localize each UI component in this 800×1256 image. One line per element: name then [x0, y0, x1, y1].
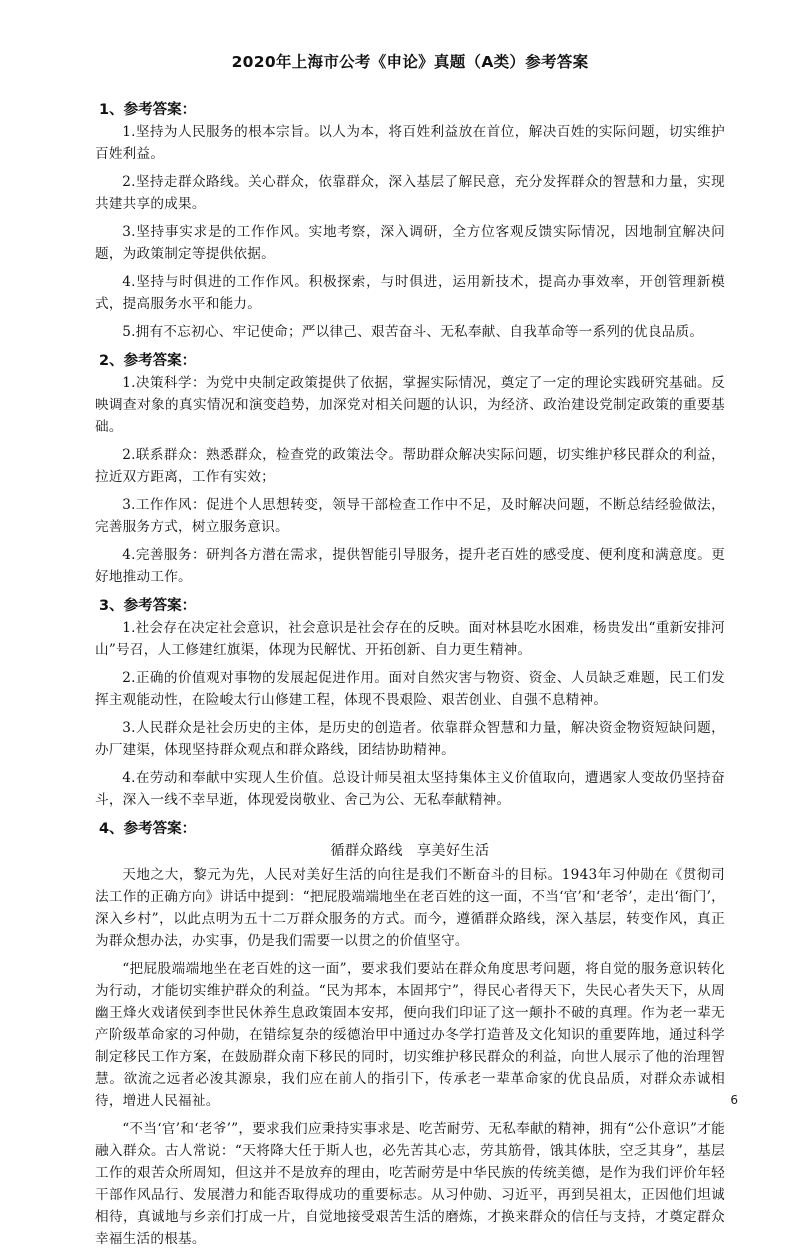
essay-title-part: 享美好生活: [417, 843, 490, 859]
answer-paragraph: 4.完善服务：研判各方潜在需求，提供智能引导服务，提升老百姓的感受度、便利度和满意度。更好地推动工作。: [95, 547, 725, 585]
essay-paragraph: 天地之大，黎元为先，人民对美好生活的向往是我们不断奋斗的目标。1943年习仲勋在《贯彻司法工作的正确方向》讲话中提到：“把屁股端端地坐在老百姓的这一面，不当‘官’和‘老爷’，走出‘衙门’，深入乡村”，以此点明为五十二万群众服务的方式。而今，遵循群众路线，深入基层，转变作风，真正为群众想办法，办实事，仍是我们需要一以贯之的价值坚守。: [95, 867, 725, 949]
answer-paragraph: 3.工作作风：促进个人思想转变，领导干部检查工作中不足，及时解决问题，不断总结经验做法，完善服务方式，树立服务意识。: [95, 497, 725, 535]
answer-paragraph: 1.坚持为人民服务的根本宗旨。以人为本，将百姓利益放在首位，解决百姓的实际问题，切实维护百姓利益。: [95, 124, 725, 162]
answer-paragraph: 4.在劳动和奉献中实现人生价值。总设计师吴祖太坚持集体主义价值取向，遭遇家人变故仍坚持奋斗，深入一线不幸早逝，体现爱岗敬业、舍己为公、无私奉献精神。: [95, 770, 725, 808]
answer-section-4: [95, 817, 725, 1250]
document-page: [95, 38, 725, 1256]
essay-paragraph: “把屁股端端地坐在老百姓的这一面”，要求我们要站在群众角度思考问题，将自觉的服务意识转化为行动，才能切实维护群众的利益。“民为邦本，本固邦宁”，得民心者得天下，失民心者失天下，从周幽王烽火戏诸侯到李世民休养生息政策固本安邦，便向我们印证了这一颠扑不破的真理。作为老一辈无产阶级革命家的习仲勋，在错综复杂的绥德治甲中通过办冬学打造普及文化知识的重要阵地，通过科学制定移民工作方案，在鼓励群众南下移民的同时，切实维护移民群众的利益，向世人展示了他的治理智慧。欲流之远者必浚其源泉，我们应在前人的指引下，传承老一辈革命家的优良品质，对群众赤诚相待，增进人民福祉。: [95, 961, 725, 1109]
document-title: 2020年上海市公考《申论》真题（A类）参考答案: [231, 53, 589, 71]
answer-paragraph: 3.坚持事实求是的工作作风。实地考察，深入调研，全方位客观反馈实际情况，因地制宜解决问题，为政策制定等提供依据。: [95, 224, 725, 262]
essay-paragraph: “不当‘官’和‘老爷’”，要求我们应秉持实事求是、吃苦耐劳、无私奉献的精神，拥有“公仆意识”才能融入群众。古人常说：“天将降大任于斯人也，必先苦其心志，劳其筋骨，饿其体肤，空乏其身”，基层工作的艰苦众所周知，但这并不是放弃的理由，吃苦耐劳是中华民族的传统美德，是作为我们评价年轻干部作风品行、发展潜力和能否取得成功的重要标志。从习仲勋、习近平，再到吴祖太，正因他们坦诚相待，真诚地与乡亲们打成一片，自觉地接受艰苦生活的磨炼，才换来群众的信任与支持，才奠定群众幸福生活的根基。: [95, 1121, 725, 1247]
answer-paragraph: 1.社会存在决定社会意识，社会意识是社会存在的反映。面对林县吃水困难，杨贵发出“重新安排河山”号召，人工修建红旗渠，体现为民解忧、开拓创新、自力更生精神。: [95, 620, 725, 658]
section-heading: 4、参考答案：: [99, 821, 197, 837]
essay-title: [95, 840, 725, 860]
section-heading: 3、参考答案：: [99, 598, 197, 614]
section-heading: 1、参考答案：: [99, 102, 197, 118]
answer-paragraph: 2.联系群众：熟悉群众，检查党的政策法令。帮助群众解决实际问题，切实维护移民群众的利益，拉近双方距离，工作有实效；: [95, 447, 725, 485]
answer-section-1: [95, 98, 725, 343]
answer-paragraph: 3.人民群众是社会历史的主体，是历史的创造者。依靠群众智慧和力量，解决资金物资短缺问题，办厂建渠，体现坚持群众观点和群众路线，团结协助精神。: [95, 720, 725, 758]
answer-section-2: [95, 349, 725, 588]
section-heading: 2、参考答案：: [99, 353, 197, 369]
answer-paragraph: 2.坚持走群众路线。关心群众，依靠群众，深入基层了解民意，充分发挥群众的智慧和力量，实现共建共享的成果。: [95, 174, 725, 212]
page-number: 6: [730, 1093, 738, 1107]
essay-title-part: 循群众路线: [330, 843, 403, 859]
answer-paragraph: 2.正确的价值观对事物的发展起促进作用。面对自然灾害与物资、资金、人员缺乏难题，民工们发挥主观能动性，在险峻太行山修建工程，体现不畏艰险、艰苦创业、自强不息精神。: [95, 670, 725, 708]
answer-paragraph: 5.拥有不忘初心、牢记使命；严以律己、艰苦奋斗、无私奉献、自我革命等一系列的优良品质。: [122, 324, 704, 340]
answer-paragraph: 4.坚持与时俱进的工作作风。积极探索，与时俱进，运用新技术，提高办事效率，开创管理新模式，提高服务水平和能力。: [95, 274, 725, 312]
answer-section-3: [95, 594, 725, 811]
answer-paragraph: 1.决策科学：为党中央制定政策提供了依据，掌握实际情况，奠定了一定的理论实践研究基础。反映调查对象的真实情况和演变趋势，加深党对相关问题的认识，为经济、政治建设党制定政策的重要基础。: [95, 375, 725, 435]
